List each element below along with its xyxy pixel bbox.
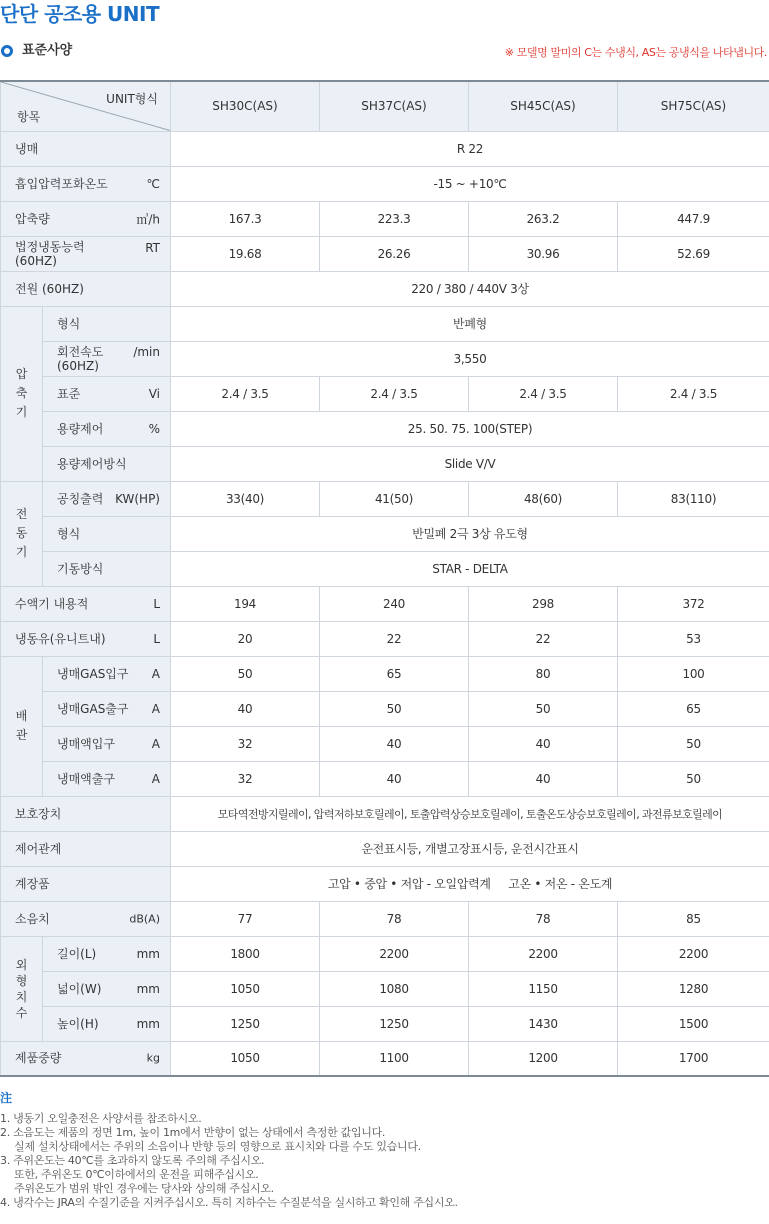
- table-row: [1, 271, 769, 306]
- cell-value: 77: [171, 901, 320, 936]
- cell-value: 100: [618, 656, 769, 691]
- cell-value: 194: [171, 586, 320, 621]
- page-title: 단단 공조용 UNIT: [0, 2, 160, 26]
- row-label: 길이(L) mm: [43, 936, 171, 971]
- cell-value: 50: [469, 691, 618, 726]
- cell-value: 40: [171, 691, 320, 726]
- row-value: 3,550: [171, 341, 769, 376]
- cell-value: 83(110): [618, 481, 769, 516]
- model-header: SH75C(AS): [618, 81, 769, 131]
- cell-value: 22: [320, 621, 469, 656]
- group-label-dimensions: 외 형 치 수: [1, 936, 43, 1041]
- row-label: 전원 (60HZ): [1, 271, 171, 306]
- cell-value: 1700: [618, 1041, 769, 1076]
- cell-value: 65: [320, 656, 469, 691]
- cell-value: 32: [171, 761, 320, 796]
- cell-value: 80: [469, 656, 618, 691]
- cell-value: 167.3: [171, 201, 320, 236]
- cell-value: 1050: [171, 1041, 320, 1076]
- table-row: [1, 831, 769, 866]
- table-row: [1, 761, 769, 796]
- cell-value: 1250: [171, 1006, 320, 1041]
- row-label: 보호장치: [1, 796, 171, 831]
- row-label: 법정냉동능력 (60HZ) RT: [1, 236, 171, 271]
- header-item-label: 항목: [17, 109, 41, 124]
- row-value: 모타역전방지릴레이, 압력저하보호릴레이, 토출압력상승보호릴레이, 토출온도상승보호릴레이, 과전류보호릴레이: [171, 796, 769, 831]
- row-value: 25. 50. 75. 100(STEP): [171, 411, 769, 446]
- row-label: 기동방식: [43, 551, 171, 586]
- model-suffix-note: ※ 모델명 말미의 C는 수냉식, AS는 공냉식을 나타냅니다.: [504, 46, 767, 59]
- cell-value: 40: [469, 726, 618, 761]
- row-label: 공칭출력 KW(HP): [43, 481, 171, 516]
- row-value: 220 / 380 / 440V 3상: [171, 271, 769, 306]
- row-label: 압축량 ㎥/h: [1, 201, 171, 236]
- cell-value: 1100: [320, 1041, 469, 1076]
- cell-value: 48(60): [469, 481, 618, 516]
- model-header: SH45C(AS): [469, 81, 618, 131]
- notes-title: 注: [0, 1091, 13, 1105]
- cell-value: 1430: [469, 1006, 618, 1041]
- cell-value: 40: [320, 726, 469, 761]
- cell-value: 2.4 / 3.5: [469, 376, 618, 411]
- group-label-compressor: 압 축 기: [1, 306, 43, 481]
- table-row: [1, 796, 769, 831]
- cell-value: 30.96: [469, 236, 618, 271]
- table-row: [1, 376, 769, 411]
- row-value: 반폐형: [171, 306, 769, 341]
- header-corner-cell: [1, 81, 171, 131]
- row-label: 제어관계: [1, 831, 171, 866]
- row-value: -15 ~ +10℃: [171, 166, 769, 201]
- row-label: 소음치 dB(A): [1, 901, 171, 936]
- cell-value: 447.9: [618, 201, 769, 236]
- note-line: 4. 냉각수는 JRA의 수질기준을 지켜주십시오. 특히 지하수는 수질분석을 실시하고 확인해 주십시오.: [0, 1196, 458, 1209]
- table-row: [1, 901, 769, 936]
- note-line: 실제 설치상태에서는 주위의 소음이나 반향 등의 영향으로 표시치와 다를 수도 있습니다.: [14, 1140, 421, 1153]
- cell-value: 52.69: [618, 236, 769, 271]
- cell-value: 32: [171, 726, 320, 761]
- model-header: SH30C(AS): [171, 81, 320, 131]
- row-label: 회전속도 (60HZ) /min: [43, 341, 171, 376]
- row-label: 냉매: [1, 131, 171, 166]
- cell-value: 2.4 / 3.5: [171, 376, 320, 411]
- table-row: [1, 656, 769, 691]
- cell-value: 1050: [171, 971, 320, 1006]
- table-row: [1, 341, 769, 376]
- group-label-motor: 전 동 기: [1, 481, 43, 586]
- table-row: [1, 446, 769, 481]
- table-row: [1, 586, 769, 621]
- row-label: 수액기 내용적 L: [1, 586, 171, 621]
- group-label-piping: 배 관: [1, 656, 43, 796]
- row-value: 운전표시등, 개별고장표시등, 운전시간표시: [171, 831, 769, 866]
- cell-value: 41(50): [320, 481, 469, 516]
- table-row: [1, 201, 769, 236]
- table-row: [1, 621, 769, 656]
- table-row: [1, 551, 769, 586]
- row-value: 반밀폐 2극 3상 유도형: [171, 516, 769, 551]
- row-label: 넓이(W) mm: [43, 971, 171, 1006]
- table-row: [1, 131, 769, 166]
- cell-value: 65: [618, 691, 769, 726]
- row-label: 표준 Vi: [43, 376, 171, 411]
- cell-value: 2.4 / 3.5: [320, 376, 469, 411]
- notes-section: [0, 1090, 769, 1210]
- row-label: 제품중량 kg: [1, 1041, 171, 1076]
- cell-value: 78: [320, 901, 469, 936]
- table-row: [1, 481, 769, 516]
- table-row: [1, 516, 769, 551]
- note-line: 3. 주위온도는 40℃를 초과하지 않도록 주의해 주십시오.: [0, 1154, 265, 1167]
- cell-value: 1080: [320, 971, 469, 1006]
- row-label: 냉매액출구 A: [43, 761, 171, 796]
- cell-value: 1800: [171, 936, 320, 971]
- table-row: [1, 866, 769, 901]
- row-label: 흡입압력포화온도 ℃: [1, 166, 171, 201]
- cell-value: 78: [469, 901, 618, 936]
- cell-value: 50: [618, 726, 769, 761]
- cell-value: 1280: [618, 971, 769, 1006]
- table-row: [1, 971, 769, 1006]
- table-row: [1, 1041, 769, 1076]
- cell-value: 1500: [618, 1006, 769, 1041]
- row-label: 용량제어 %: [43, 411, 171, 446]
- row-label: 계장품: [1, 866, 171, 901]
- table-row: [1, 936, 769, 971]
- table-row: [1, 166, 769, 201]
- row-label: 형식: [43, 306, 171, 341]
- cell-value: 85: [618, 901, 769, 936]
- row-value: Slide V/V: [171, 446, 769, 481]
- circle-bullet-icon: [1, 45, 13, 57]
- cell-value: 26.26: [320, 236, 469, 271]
- cell-value: 223.3: [320, 201, 469, 236]
- cell-value: 2200: [618, 936, 769, 971]
- table-row: [1, 236, 769, 271]
- row-value: R 22: [171, 131, 769, 166]
- row-value: 고압 • 중압 • 저압 - 오일압력계 고온 • 저온 - 온도계: [171, 866, 769, 901]
- cell-value: 240: [320, 586, 469, 621]
- table-row: [1, 691, 769, 726]
- table-header-row: [1, 81, 769, 131]
- section-title: 표준사양: [22, 43, 73, 58]
- cell-value: 22: [469, 621, 618, 656]
- cell-value: 50: [618, 761, 769, 796]
- cell-value: 19.68: [171, 236, 320, 271]
- row-label: 용량제어방식: [43, 446, 171, 481]
- row-label: 높이(H) mm: [43, 1006, 171, 1041]
- cell-value: 40: [320, 761, 469, 796]
- row-label: 냉동유(유니트내) L: [1, 621, 171, 656]
- row-label: 냉매액입구 A: [43, 726, 171, 761]
- cell-value: 263.2: [469, 201, 618, 236]
- cell-value: 1150: [469, 971, 618, 1006]
- header-unit-type-label: UNIT형식: [106, 92, 158, 106]
- cell-value: 53: [618, 621, 769, 656]
- cell-value: 1200: [469, 1041, 618, 1076]
- cell-value: 372: [618, 586, 769, 621]
- row-value: STAR - DELTA: [171, 551, 769, 586]
- row-label: 냉매GAS입구 A: [43, 656, 171, 691]
- cell-value: 2200: [320, 936, 469, 971]
- cell-value: 2200: [469, 936, 618, 971]
- cell-value: 33(40): [171, 481, 320, 516]
- cell-value: 298: [469, 586, 618, 621]
- note-line: 2. 소음도는 제품의 정면 1m, 높이 1m에서 반향이 없는 상태에서 측정한 값입니다.: [0, 1126, 386, 1139]
- spec-table: [0, 80, 769, 1077]
- cell-value: 40: [469, 761, 618, 796]
- model-header: SH37C(AS): [320, 81, 469, 131]
- cell-value: 20: [171, 621, 320, 656]
- row-label: 형식: [43, 516, 171, 551]
- table-row: [1, 726, 769, 761]
- row-label: 냉매GAS출구 A: [43, 691, 171, 726]
- cell-value: 50: [171, 656, 320, 691]
- note-line: 또한, 주위온도 0℃이하에서의 운전을 피해주십시오.: [14, 1168, 259, 1181]
- note-line: 1. 냉동기 오일충전은 사양서를 참조하시오.: [0, 1112, 202, 1125]
- cell-value: 2.4 / 3.5: [618, 376, 769, 411]
- cell-value: 50: [320, 691, 469, 726]
- note-line: 주위온도가 범위 밖인 경우에는 당사와 상의해 주십시오.: [14, 1182, 274, 1195]
- table-row: [1, 411, 769, 446]
- section-header: [0, 40, 769, 66]
- cell-value: 1250: [320, 1006, 469, 1041]
- table-row: [1, 1006, 769, 1041]
- table-row: [1, 306, 769, 341]
